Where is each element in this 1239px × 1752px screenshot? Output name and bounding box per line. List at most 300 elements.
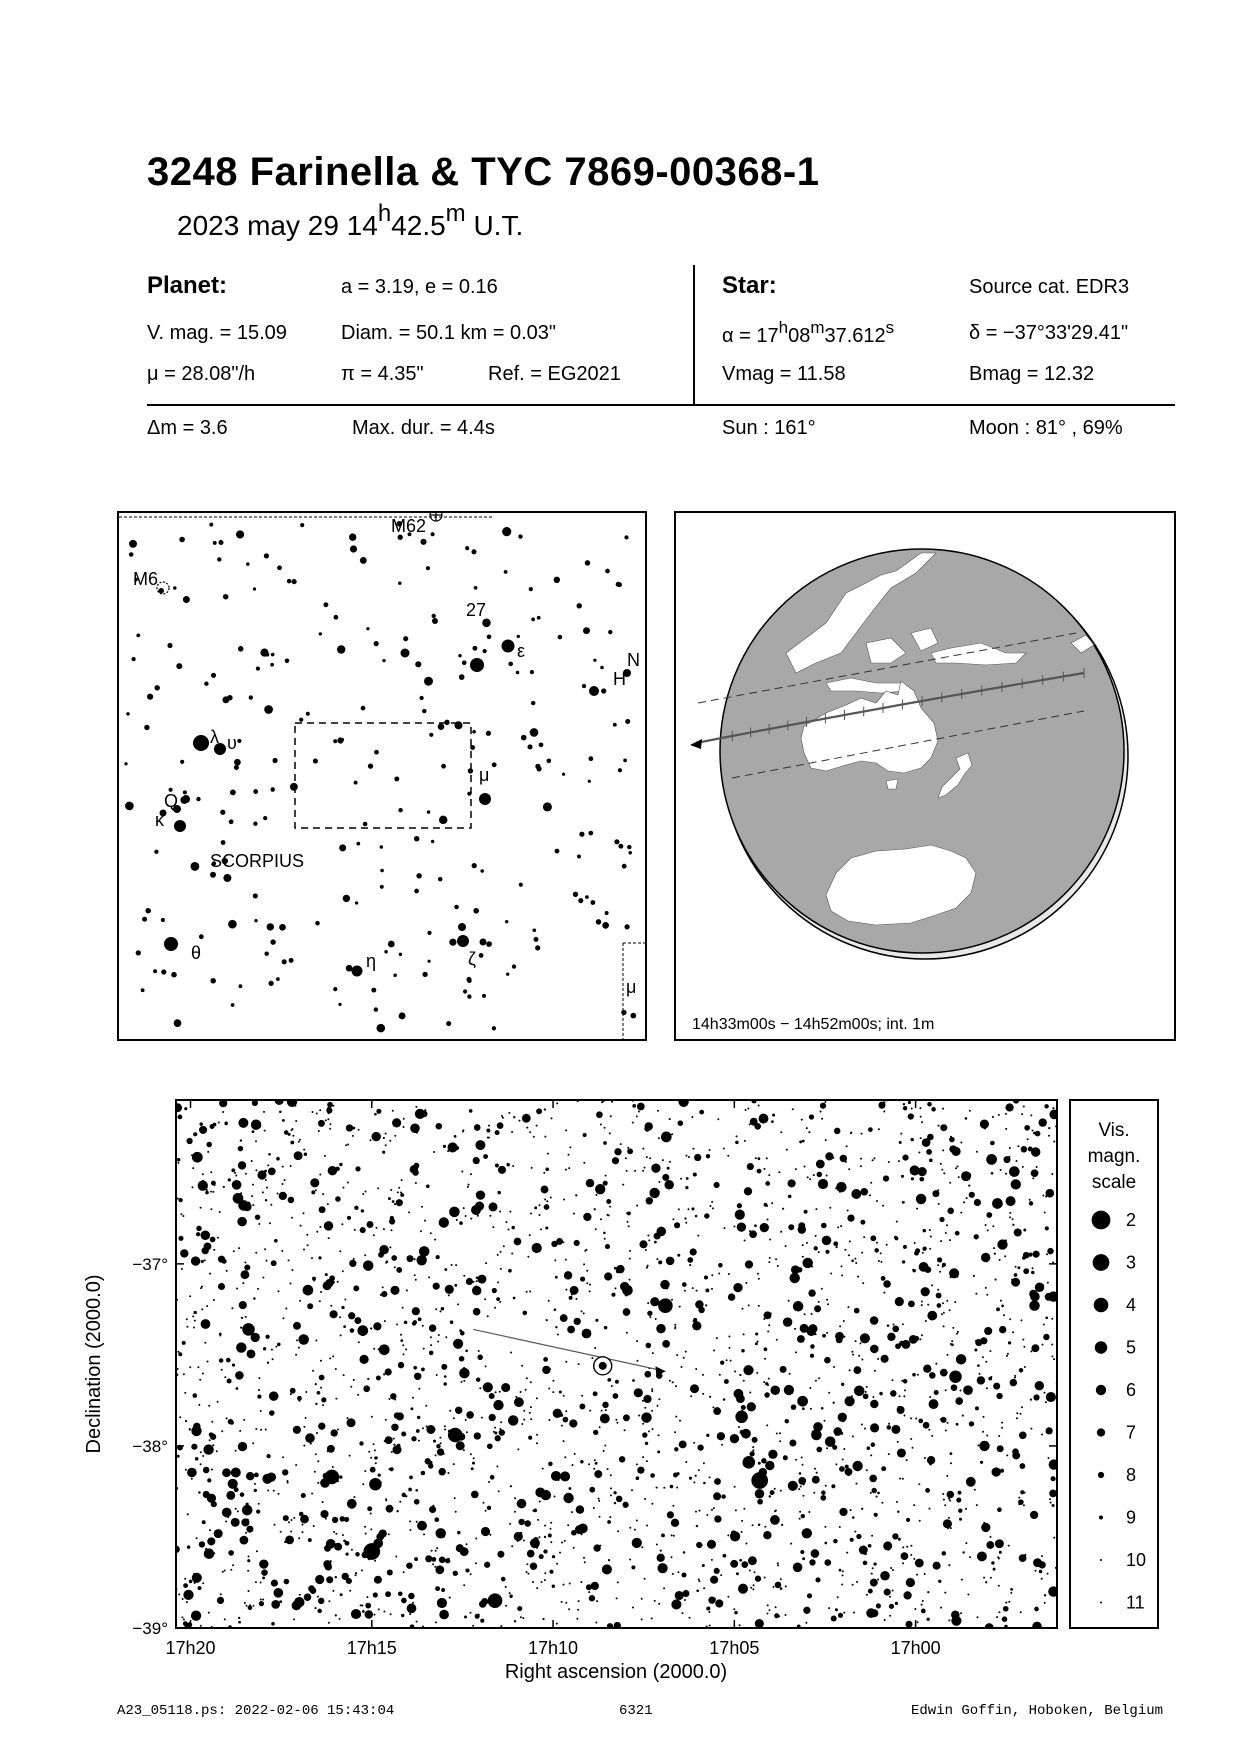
field-star: [255, 1428, 257, 1430]
field-star: [450, 1320, 454, 1324]
field-star: [554, 1259, 556, 1261]
field-star: [226, 1491, 235, 1500]
field-star: [220, 1593, 222, 1595]
field-star: [568, 1608, 570, 1610]
field-star: [870, 1454, 872, 1456]
field-star: [1001, 1305, 1004, 1308]
finder-star: [527, 744, 532, 749]
field-star: [524, 1520, 531, 1527]
finder-star: [614, 839, 619, 844]
field-star: [298, 1537, 300, 1539]
field-star: [927, 1618, 930, 1621]
field-star: [527, 1573, 529, 1575]
field-star: [752, 1449, 754, 1451]
field-star: [334, 1543, 342, 1551]
field-star: [744, 1187, 752, 1195]
field-star: [506, 1163, 509, 1166]
field-star: [742, 1308, 744, 1310]
field-star: [581, 1395, 583, 1397]
field-star: [1020, 1490, 1024, 1494]
field-star: [692, 1148, 694, 1150]
field-bright-star: [236, 1342, 246, 1352]
field-star: [999, 1551, 1002, 1554]
field-star: [1014, 1228, 1022, 1236]
field-star: [1033, 1394, 1039, 1400]
field-star: [997, 1556, 999, 1558]
field-star: [564, 1271, 572, 1279]
field-star: [234, 1487, 239, 1492]
field-star: [226, 1417, 228, 1419]
field-star: [853, 1612, 855, 1614]
finder-star: [210, 978, 216, 984]
field-star: [636, 1340, 638, 1342]
field-star: [204, 1548, 215, 1559]
field-star: [866, 1608, 876, 1618]
field-star: [192, 1573, 202, 1583]
field-star: [187, 1468, 197, 1478]
field-star: [545, 1167, 549, 1171]
field-star: [525, 1571, 527, 1573]
finder-star: [341, 738, 344, 741]
finder-star: [279, 924, 286, 931]
field-star: [573, 1547, 575, 1549]
field-star: [916, 1208, 918, 1210]
field-star: [560, 1413, 563, 1416]
event-datetime: 2023 may 29 14$^h$42.5$^m$ U.T.: [177, 200, 524, 241]
field-star: [942, 1493, 944, 1495]
field-star: [501, 1115, 503, 1117]
field-star: [593, 1468, 595, 1470]
field-star: [443, 1382, 447, 1386]
field-star: [472, 1462, 475, 1465]
field-star: [179, 1416, 181, 1418]
field-star: [694, 1154, 701, 1161]
field-star: [842, 1570, 844, 1572]
path-direction-arrow-icon: [690, 739, 702, 749]
field-star: [974, 1234, 979, 1239]
field-star: [194, 1320, 196, 1322]
field-star: [415, 1182, 417, 1184]
field-star: [799, 1140, 802, 1143]
field-star: [475, 1140, 485, 1150]
field-star: [918, 1483, 920, 1485]
field-star: [937, 1289, 939, 1291]
field-star: [232, 1564, 234, 1566]
field-star: [317, 1609, 321, 1613]
field-star: [627, 1148, 633, 1154]
field-star: [770, 1490, 775, 1495]
field-star: [937, 1257, 942, 1262]
field-star: [889, 1596, 891, 1598]
field-star: [789, 1439, 796, 1446]
field-star: [279, 1192, 287, 1200]
field-star: [688, 1156, 690, 1158]
field-star: [960, 1390, 962, 1392]
field-star: [534, 1206, 537, 1209]
field-star: [861, 1133, 863, 1135]
field-star: [456, 1219, 458, 1221]
finder-star: [346, 965, 353, 972]
field-star: [408, 1211, 410, 1213]
field-star: [842, 1459, 844, 1461]
field-star: [752, 1446, 754, 1448]
field-star: [958, 1509, 962, 1513]
finder-star: [531, 701, 535, 705]
field-star: [183, 1373, 185, 1375]
field-star: [693, 1172, 697, 1176]
field-star: [927, 1591, 929, 1593]
finder-star: [462, 660, 467, 665]
field-star: [743, 1365, 753, 1375]
field-star: [540, 1228, 542, 1230]
field-star: [447, 1559, 449, 1561]
finder-star: [502, 527, 511, 536]
field-star: [254, 1483, 256, 1485]
field-star: [764, 1347, 768, 1351]
field-star: [931, 1107, 936, 1112]
finder-star: [492, 762, 497, 767]
field-star: [998, 1435, 1000, 1437]
field-star: [642, 1432, 647, 1437]
field-star: [514, 1238, 522, 1246]
field-star: [594, 1459, 596, 1461]
field-star: [363, 1260, 374, 1271]
field-star: [733, 1608, 735, 1610]
field-star: [727, 1534, 729, 1536]
finder-star: [422, 709, 426, 713]
field-star: [556, 1563, 558, 1565]
field-star: [712, 1207, 714, 1209]
field-star: [240, 1536, 249, 1545]
field-star: [410, 1407, 413, 1410]
field-star: [335, 1196, 341, 1202]
field-star: [523, 1419, 525, 1421]
field-star: [488, 1481, 490, 1483]
field-star: [213, 1123, 217, 1127]
field-star: [378, 1348, 380, 1350]
finder-star: [126, 712, 129, 715]
field-star: [711, 1274, 713, 1276]
field-star: [940, 1163, 942, 1165]
field-star: [247, 1559, 250, 1562]
field-star: [792, 1406, 794, 1408]
finder-star: [578, 898, 583, 903]
field-star: [492, 1288, 497, 1293]
field-star: [774, 1488, 776, 1490]
finder-star: [236, 530, 244, 538]
field-star: [646, 1343, 652, 1349]
field-star: [299, 1300, 301, 1302]
field-star: [696, 1525, 698, 1527]
field-star: [674, 1447, 678, 1451]
field-star: [602, 1402, 608, 1408]
field-star: [881, 1466, 886, 1471]
field-star: [696, 1290, 698, 1292]
field-star: [673, 1535, 675, 1537]
field-star: [703, 1462, 705, 1464]
field-star: [401, 1431, 406, 1436]
field-star: [757, 1341, 759, 1343]
field-star: [583, 1312, 585, 1314]
field-star: [763, 1318, 765, 1320]
finder-star: [622, 864, 627, 869]
field-star: [373, 1348, 375, 1350]
finder-star: [605, 569, 610, 574]
legend-star-icon: [1098, 1472, 1104, 1478]
finder-star: [624, 535, 628, 539]
field-star: [278, 1493, 280, 1495]
field-star: [420, 1230, 422, 1232]
field-star: [186, 1326, 188, 1328]
field-star: [738, 1584, 748, 1594]
field-star: [870, 1316, 879, 1325]
field-star: [243, 1202, 252, 1211]
field-star: [825, 1139, 827, 1141]
field-star: [552, 1585, 555, 1588]
field-star: [189, 1366, 191, 1368]
field-star: [890, 1567, 892, 1569]
field-star: [485, 1365, 487, 1367]
finder-chart-svg: [119, 513, 645, 1039]
field-star: [730, 1360, 732, 1362]
field-star: [518, 1120, 520, 1122]
field-star: [715, 1599, 723, 1607]
field-star: [374, 1560, 376, 1562]
field-star: [256, 1509, 260, 1513]
field-star: [828, 1158, 830, 1160]
field-star: [495, 1435, 501, 1441]
legend-mag-label: 7: [1126, 1422, 1137, 1443]
field-bright-star: [949, 1370, 962, 1383]
field-star: [189, 1295, 191, 1297]
field-star: [651, 1388, 653, 1390]
field-star: [868, 1127, 873, 1132]
field-star: [692, 1287, 694, 1289]
field-star: [568, 1167, 570, 1169]
field-star: [783, 1455, 788, 1460]
field-star: [497, 1191, 500, 1194]
field-star: [600, 1414, 610, 1424]
field-star: [304, 1593, 312, 1601]
field-star: [915, 1559, 924, 1568]
field-star: [936, 1293, 942, 1299]
field-star: [393, 1444, 395, 1446]
field-star: [443, 1145, 446, 1148]
field-star: [360, 1227, 366, 1233]
field-star: [912, 1447, 914, 1449]
field-star: [960, 1212, 962, 1214]
field-star: [228, 1550, 234, 1556]
field-star: [470, 1573, 472, 1575]
field-star: [301, 1524, 303, 1526]
field-star: [942, 1149, 944, 1151]
field-star: [808, 1131, 810, 1133]
finder-star: [263, 816, 267, 820]
field-star: [444, 1429, 446, 1431]
field-star: [563, 1493, 573, 1503]
field-star: [494, 1307, 496, 1309]
field-star: [1030, 1350, 1032, 1352]
field-star: [269, 1222, 271, 1224]
field-star: [565, 1602, 567, 1604]
field-star: [792, 1108, 794, 1110]
field-star: [990, 1577, 992, 1579]
field-star: [938, 1580, 941, 1583]
field-star: [739, 1374, 741, 1376]
field-star: [1036, 1166, 1038, 1168]
field-star: [876, 1496, 878, 1498]
field-star: [1004, 1255, 1006, 1257]
finder-star: [271, 653, 275, 657]
field-star: [812, 1476, 820, 1484]
field-star: [887, 1333, 895, 1341]
field-star: [881, 1502, 883, 1504]
field-star: [536, 1108, 542, 1114]
field-star: [676, 1604, 678, 1606]
globe-svg: [676, 513, 1174, 1039]
field-star: [779, 1432, 781, 1434]
field-star: [186, 1138, 192, 1144]
field-star: [552, 1380, 554, 1382]
field-star: [449, 1410, 451, 1412]
field-star: [741, 1349, 745, 1353]
x-tick-label: 17h20: [165, 1638, 216, 1658]
field-star: [777, 1564, 779, 1566]
finder-star: [602, 922, 609, 929]
field-star: [536, 1547, 538, 1549]
field-star: [209, 1273, 211, 1275]
field-star: [949, 1239, 951, 1241]
field-star: [223, 1186, 225, 1188]
field-star: [632, 1607, 634, 1609]
field-star: [869, 1194, 871, 1196]
field-star: [942, 1551, 947, 1556]
field-star: [207, 1151, 209, 1153]
field-star: [922, 1252, 924, 1254]
field-star: [599, 1516, 601, 1518]
field-star: [604, 1238, 606, 1240]
field-star: [253, 1297, 256, 1300]
field-star: [526, 1377, 528, 1379]
field-star: [445, 1285, 454, 1294]
field-star: [240, 1192, 242, 1194]
field-star: [818, 1179, 828, 1189]
finder-star: [338, 1003, 341, 1006]
field-star: [367, 1221, 374, 1228]
field-star: [474, 1209, 480, 1215]
field-star: [591, 1357, 593, 1359]
field-star: [916, 1194, 926, 1204]
field-star: [1000, 1469, 1004, 1473]
field-star: [657, 1554, 665, 1562]
field-star: [530, 1406, 532, 1408]
field-star: [245, 1173, 247, 1175]
field-star: [658, 1434, 660, 1436]
field-bright-star: [852, 1461, 862, 1471]
field-star: [820, 1495, 826, 1501]
field-star: [594, 1470, 602, 1478]
field-star: [195, 1457, 199, 1461]
field-star: [828, 1392, 830, 1394]
field-star: [783, 1317, 792, 1326]
field-star: [502, 1117, 504, 1119]
field-star: [680, 1178, 682, 1180]
field-star: [758, 1157, 761, 1160]
field-star: [551, 1241, 557, 1247]
finder-star: [414, 889, 419, 894]
field-star: [454, 1284, 457, 1287]
field-star: [644, 1407, 646, 1409]
finder-star: [424, 677, 433, 686]
field-star: [675, 1416, 677, 1418]
field-star: [843, 1320, 845, 1322]
field-star: [231, 1518, 240, 1527]
finder-star: [313, 759, 318, 764]
field-star: [705, 1288, 709, 1292]
field-star: [476, 1377, 480, 1381]
field-star: [714, 1478, 721, 1485]
field-star: [695, 1511, 697, 1513]
field-star: [322, 1404, 324, 1406]
field-star: [903, 1106, 908, 1111]
field-star: [711, 1201, 713, 1203]
legend-star-icon: [1092, 1211, 1111, 1230]
field-star: [244, 1602, 246, 1604]
field-star: [218, 1256, 225, 1263]
field-star: [515, 1396, 517, 1398]
field-star: [826, 1299, 828, 1301]
field-star: [193, 1573, 195, 1575]
field-star: [771, 1120, 774, 1123]
field-star: [743, 1508, 745, 1510]
field-star: [888, 1453, 890, 1455]
field-star: [626, 1332, 628, 1334]
field-star: [417, 1416, 420, 1419]
field-star: [902, 1260, 905, 1263]
field-star: [180, 1249, 188, 1257]
field-star: [274, 1524, 276, 1526]
field-star: [488, 1202, 497, 1211]
field-star: [192, 1186, 194, 1188]
field-star: [406, 1562, 412, 1568]
finder-star: [174, 820, 186, 832]
field-star: [947, 1521, 949, 1523]
field-star: [374, 1614, 376, 1616]
field-star: [580, 1277, 585, 1282]
finder-star: [366, 627, 369, 630]
field-star: [414, 1557, 418, 1561]
field-star: [352, 1135, 354, 1137]
field-star: [776, 1339, 778, 1341]
field-star: [850, 1132, 852, 1134]
field-star: [899, 1395, 901, 1397]
field-star: [595, 1194, 597, 1196]
field-star: [881, 1276, 886, 1281]
finder-star: [471, 549, 476, 554]
finder-star: [446, 1021, 451, 1026]
field-star: [713, 1350, 715, 1352]
field-star: [943, 1325, 945, 1327]
field-star: [969, 1192, 975, 1198]
field-star: [254, 1473, 259, 1478]
field-star: [766, 1157, 768, 1159]
field-star: [329, 1275, 335, 1281]
field-star: [466, 1411, 474, 1419]
field-star: [712, 1597, 716, 1601]
field-star: [373, 1322, 381, 1330]
field-star: [649, 1316, 651, 1318]
field-star: [672, 1573, 674, 1575]
